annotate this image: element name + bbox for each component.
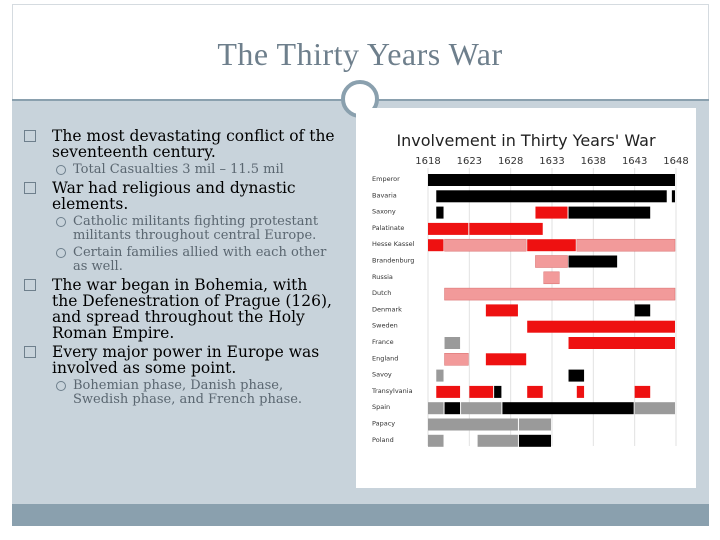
page-title: The Thirty Years War xyxy=(217,36,503,72)
row-label: Bavaria xyxy=(372,191,397,200)
row-label: Palatinate xyxy=(372,223,405,232)
row-label: England xyxy=(372,354,399,363)
row-label: Spain xyxy=(372,403,391,412)
timeline-bar xyxy=(535,256,567,268)
timeline-bar xyxy=(544,272,560,284)
timeline-bar xyxy=(527,386,543,398)
row-label: Papacy xyxy=(372,419,396,428)
timeline-bar xyxy=(486,353,526,365)
timeline-bar xyxy=(428,223,468,235)
timeline-bar xyxy=(428,435,444,447)
row-label: Transylvania xyxy=(372,386,413,395)
timeline-bar xyxy=(445,288,675,300)
tick-label: 1618 xyxy=(415,156,441,167)
timeline-bar xyxy=(577,239,675,251)
timeline-bar xyxy=(445,239,527,251)
bullet-text: Certain families allied with each other as well. xyxy=(73,245,327,274)
timeline-bar xyxy=(428,174,675,186)
timeline-bar xyxy=(428,419,518,431)
timeline-bar xyxy=(461,402,501,414)
timeline-bar xyxy=(569,256,618,268)
timeline-bar xyxy=(486,304,518,316)
timeline-bar xyxy=(635,304,651,316)
timeline-bar xyxy=(535,207,567,219)
bullet-item xyxy=(24,128,336,160)
bullet-text: Every major power in Europe was involved as some point. xyxy=(52,343,320,377)
row-label: Sweden xyxy=(372,321,398,330)
sub-bullet-item xyxy=(24,246,336,274)
bullet-item xyxy=(24,344,336,376)
row-label: Denmark xyxy=(372,305,402,314)
bullet-text: Total Casualties 3 mil – 11.5 mil xyxy=(73,162,284,177)
row-label: Russia xyxy=(372,272,393,281)
circle-bullet-icon xyxy=(56,248,66,258)
tick-label: 1643 xyxy=(621,156,648,167)
timeline-bar xyxy=(569,370,585,382)
timeline-bar xyxy=(428,239,444,251)
bullet-text: Catholic militants fighting protestant militants throughout central Europe. xyxy=(73,214,319,243)
tick-label: 1623 xyxy=(456,156,483,167)
timeline-bar xyxy=(428,402,444,414)
chart-title: Involvement in Thirty Years' War xyxy=(396,131,656,150)
row-label: Hesse Kassel xyxy=(372,240,415,249)
footer-bar xyxy=(12,504,709,526)
involvement-chart xyxy=(356,108,696,488)
top-rule xyxy=(12,4,708,5)
row-label: Savoy xyxy=(372,370,392,379)
bullet-text: The war began in Bohemia, with the Defenestration of Prague (126), and spread throughout the Holy Roman Empire. xyxy=(52,276,332,342)
row-label: Dutch xyxy=(372,289,392,298)
timeline-bar xyxy=(436,190,666,202)
row-label: Brandenburg xyxy=(372,256,415,265)
sub-bullet-item xyxy=(24,379,336,407)
bullet-item xyxy=(24,277,336,341)
timeline-bar xyxy=(502,402,633,414)
timeline-bar xyxy=(569,207,651,219)
bullet-text: Bohemian phase, Danish phase, Swedish phase, and French phase. xyxy=(73,378,303,407)
timeline-bar xyxy=(519,419,551,431)
timeline-bar xyxy=(519,435,551,447)
timeline-bar xyxy=(436,386,460,398)
timeline-bar xyxy=(672,190,675,202)
timeline-bar xyxy=(494,386,501,398)
tick-label: 1638 xyxy=(580,156,607,167)
timeline-bar xyxy=(577,386,584,398)
timeline-bar xyxy=(527,321,675,333)
bullet-item xyxy=(24,180,336,212)
bullet-text: War had religious and dynastic elements. xyxy=(52,179,296,213)
timeline-bar xyxy=(436,370,443,382)
circle-bullet-icon xyxy=(56,217,66,227)
square-bullet-icon xyxy=(24,182,36,194)
square-bullet-icon xyxy=(24,279,36,291)
timeline-bar xyxy=(445,402,461,414)
timeline-bar xyxy=(445,353,469,365)
timeline-bar xyxy=(469,386,493,398)
sub-bullet-item xyxy=(24,215,336,243)
title-area xyxy=(0,0,720,92)
bullet-list xyxy=(24,128,336,410)
bullet-text: The most devastating conflict of the seventeenth century. xyxy=(52,127,335,161)
timeline-bar xyxy=(436,207,443,219)
involvement-chart-svg xyxy=(356,108,696,488)
timeline-bar xyxy=(569,337,675,349)
timeline-bar xyxy=(478,435,518,447)
tick-label: 1648 xyxy=(663,156,689,167)
circle-bullet-icon xyxy=(56,165,66,175)
square-bullet-icon xyxy=(24,346,36,358)
sub-bullet-item xyxy=(24,163,336,177)
timeline-bar xyxy=(527,239,576,251)
timeline-bar xyxy=(445,337,461,349)
row-label: Emperor xyxy=(372,175,400,183)
tick-label: 1628 xyxy=(497,156,524,167)
square-bullet-icon xyxy=(24,130,36,142)
timeline-bar xyxy=(635,402,675,414)
timeline-bar xyxy=(635,386,651,398)
timeline-bar xyxy=(469,223,542,235)
row-label: France xyxy=(372,338,394,346)
row-label: Poland xyxy=(372,435,394,444)
circle-bullet-icon xyxy=(56,381,66,391)
row-label: Saxony xyxy=(372,207,396,216)
tick-label: 1633 xyxy=(539,156,565,167)
